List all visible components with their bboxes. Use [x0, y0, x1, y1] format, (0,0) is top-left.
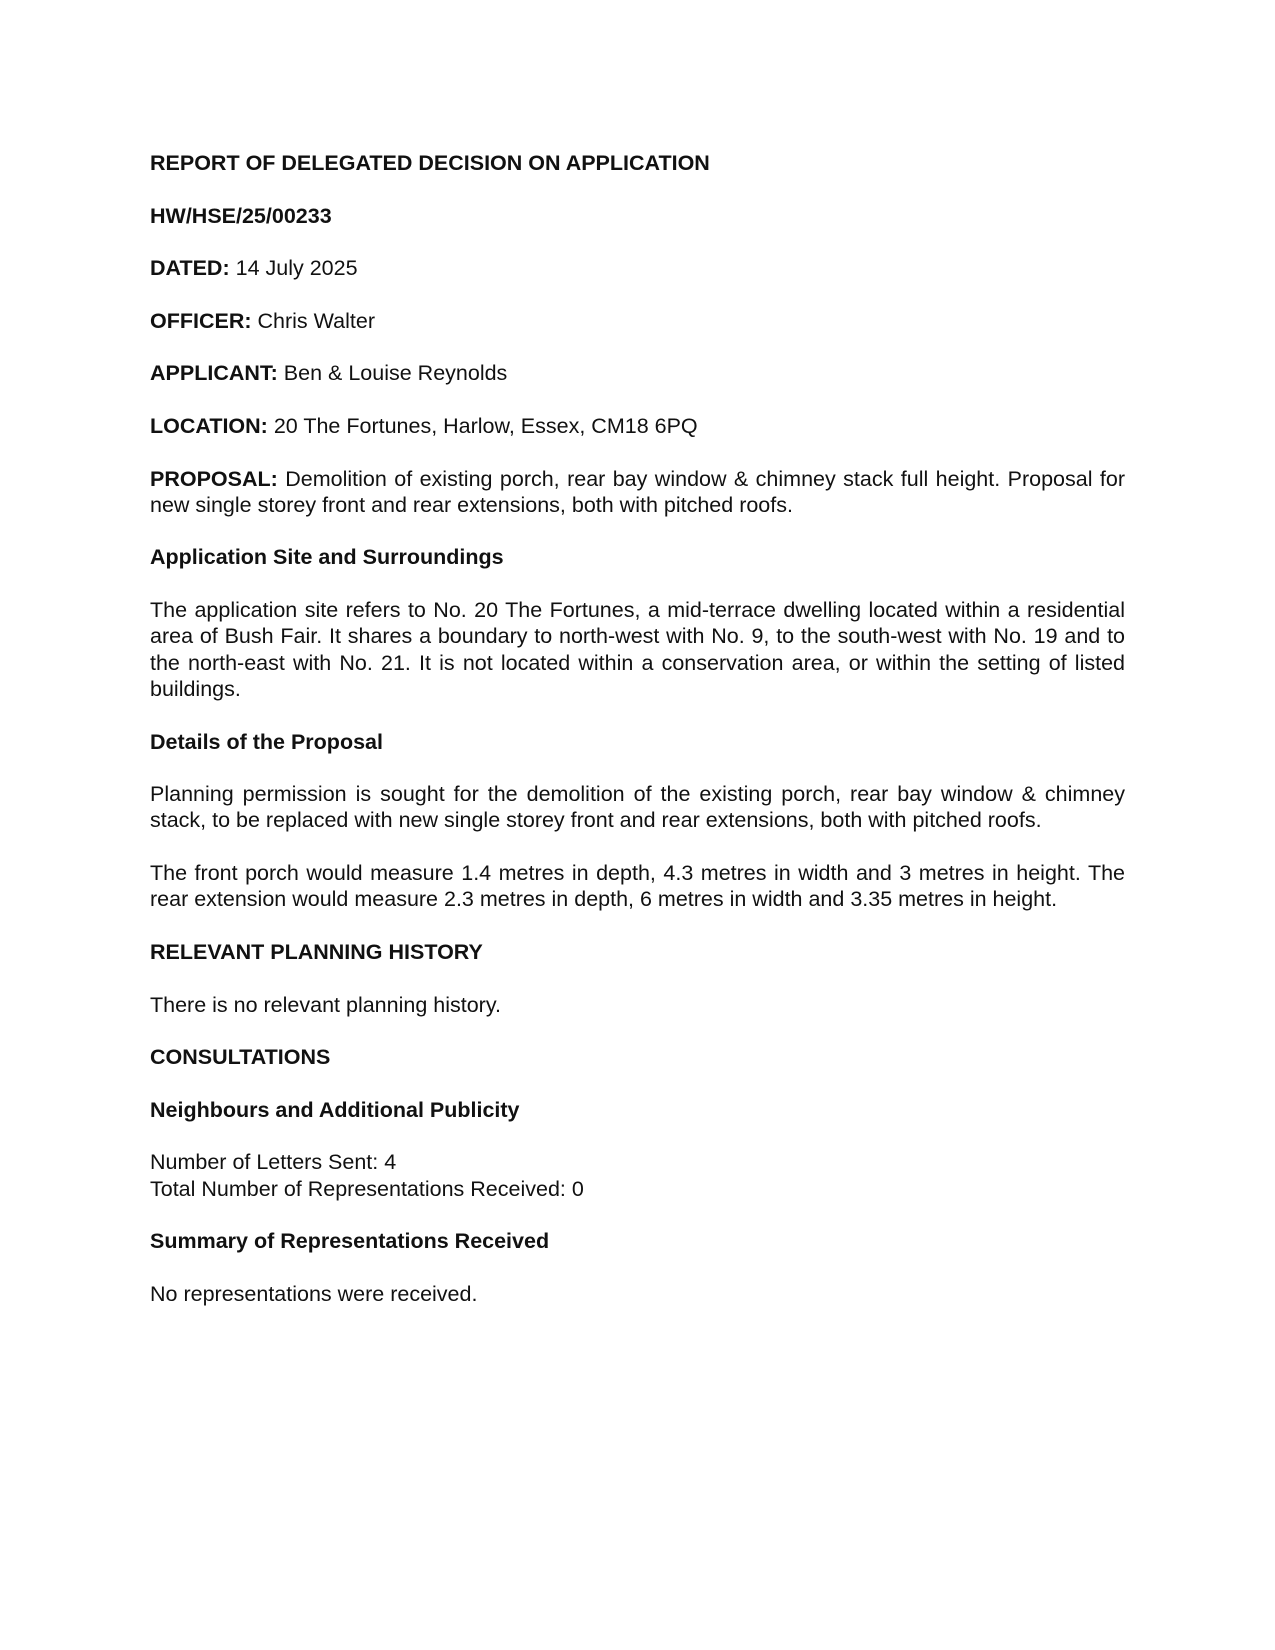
site-paragraph: The application site refers to No. 20 The Fortunes, a mid-terrace dwelling located within a residential area of Bush Fair. It shares a boundary to north-west with No. 9, to the south-west with No. 19 and to the north-east with No. 21. It is not located within a conservation area, or within the setting of listed buildings. — [150, 598, 1125, 701]
location-value: 20 The Fortunes, Harlow, Essex, CM18 6PQ — [273, 413, 698, 438]
report-title: REPORT OF DELEGATED DECISION ON APPLICATION — [150, 151, 710, 175]
details-paragraph-2: The front porch would measure 1.4 metres in depth, 4.3 metres in width and 3 metres in height. The rear extension would measure 2.3 metres in depth, 6 metres in width and 3.35 metres in height. — [150, 861, 1125, 912]
officer-value: Chris Walter — [257, 308, 375, 333]
officer-line — [150, 308, 1125, 334]
proposal-label: PROPOSAL: — [150, 466, 278, 491]
location-label: LOCATION: — [150, 413, 268, 438]
history-paragraph: There is no relevant planning history. — [150, 992, 501, 1017]
location-line — [150, 413, 1125, 439]
details-heading: Details of the Proposal — [150, 729, 383, 754]
summary-paragraph: No representations were received. — [150, 1281, 478, 1306]
applicant-line — [150, 360, 1125, 386]
letters-block — [150, 1149, 1125, 1202]
proposal-value: Demolition of existing porch, rear bay window & chimney stack full height. Proposal for new single storey front and rear extensions, both with pitched roofs. — [150, 466, 1125, 517]
letters-sent: Number of Letters Sent: 4 — [150, 1150, 397, 1175]
details-paragraph-1: Planning permission is sought for the demolition of the existing porch, rear bay window & chimney stack, to be replaced with new single storey front and rear extensions, both with pitched roofs. — [150, 782, 1125, 833]
consultations-heading: CONSULTATIONS — [150, 1045, 331, 1070]
document-page — [150, 150, 1125, 1333]
application-reference: HW/HSE/25/00233 — [150, 203, 332, 228]
officer-label: OFFICER: — [150, 308, 252, 333]
site-heading: Application Site and Surroundings — [150, 545, 504, 570]
proposal-line — [150, 466, 1125, 519]
history-heading: RELEVANT PLANNING HISTORY — [150, 939, 483, 964]
dated-line — [150, 255, 1125, 281]
applicant-label: APPLICANT: — [150, 361, 278, 386]
summary-heading: Summary of Representations Received — [150, 1229, 550, 1254]
dated-value: 14 July 2025 — [235, 256, 358, 281]
neighbours-heading: Neighbours and Additional Publicity — [150, 1097, 520, 1122]
applicant-value: Ben & Louise Reynolds — [283, 361, 508, 386]
dated-label: DATED: — [150, 256, 230, 281]
representations-received: Total Number of Representations Received: 0 — [150, 1176, 584, 1201]
